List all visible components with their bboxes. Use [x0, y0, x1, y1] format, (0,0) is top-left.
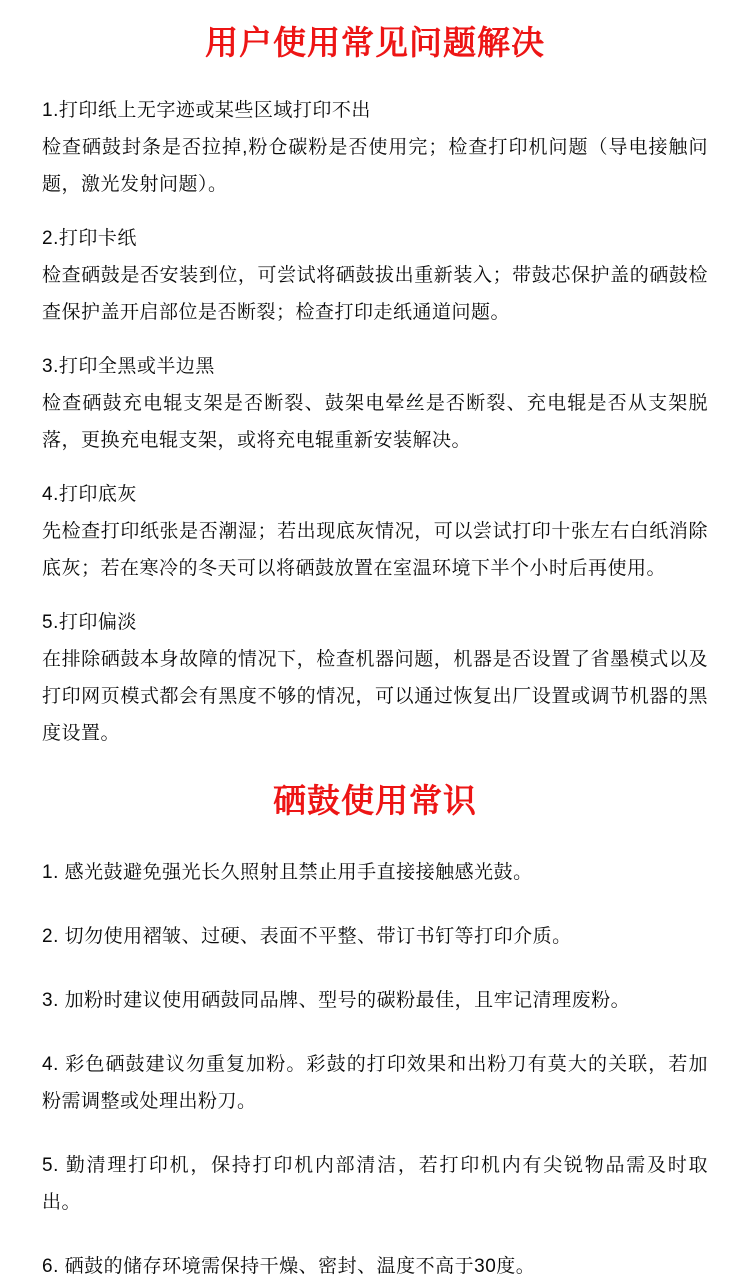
tip-item-2: 2. 切勿使用褶皱、过硬、表面不平整、带订书钉等打印介质。: [42, 926, 572, 947]
tip-item-4: 4. 彩色硒鼓建议勿重复加粉。彩鼓的打印效果和出粉刀有莫大的关联，若加粉需调整或处理出粉刀。: [42, 1054, 708, 1112]
faq-section: [42, 92, 708, 752]
faq-item-3-body: 检查硒鼓充电辊支架是否断裂、鼓架电晕丝是否断裂、充电辊是否从支架脱落，更换充电辊支架，或将充电辊重新安装解决。: [42, 393, 708, 451]
faq-item-2-heading: 2.打印卡纸: [42, 228, 137, 249]
faq-item-1-heading: 1.打印纸上无字迹或某些区域打印不出: [42, 100, 371, 121]
faq-item-1-body: 检查硒鼓封条是否拉掉,粉仓碳粉是否使用完；检查打印机问题（导电接触问题，激光发射问题）。: [42, 137, 708, 195]
tips-section: [42, 854, 708, 1285]
faq-item-4-body: 先检查打印纸张是否潮湿；若出现底灰情况，可以尝试打印十张左右白纸消除底灰；若在寒冷的冬天可以将硒鼓放置在室温环境下半个小时后再使用。: [42, 521, 708, 579]
faq-item-4-heading: 4.打印底灰: [42, 484, 137, 505]
faq-item-2-body: 检查硒鼓是否安装到位，可尝试将硒鼓拔出重新装入；带鼓芯保护盖的硒鼓检查保护盖开启部位是否断裂；检查打印走纸通道问题。: [42, 265, 708, 323]
faq-item-1: [42, 92, 708, 203]
faq-item-5: [42, 604, 708, 752]
faq-item-5-heading: 5.打印偏淡: [42, 612, 137, 633]
faq-item-3: [42, 348, 708, 459]
tips-section-title: 硒鼓使用常识: [273, 782, 477, 819]
faq-section-title: 用户使用常见问题解决: [205, 24, 545, 61]
tip-item-5: 5. 勤清理打印机，保持打印机内部清洁，若打印机内有尖锐物品需及时取出。: [42, 1155, 708, 1213]
faq-item-2: [42, 220, 708, 331]
faq-item-3-heading: 3.打印全黑或半边黑: [42, 356, 215, 377]
tip-item-3: 3. 加粉时建议使用硒鼓同品牌、型号的碳粉最佳，且牢记清理废粉。: [42, 990, 631, 1011]
tip-item-6: 6. 硒鼓的储存环境需保持干燥、密封、温度不高于30度。: [42, 1256, 536, 1277]
tip-item-1: 1. 感光鼓避免强光长久照射且禁止用手直接接触感光鼓。: [42, 862, 533, 883]
faq-item-5-body: 在排除硒鼓本身故障的情况下，检查机器问题，机器是否设置了省墨模式以及打印网页模式都会有黑度不够的情况，可以通过恢复出厂设置或调节机器的黑度设置。: [42, 649, 708, 744]
faq-item-4: [42, 476, 708, 587]
